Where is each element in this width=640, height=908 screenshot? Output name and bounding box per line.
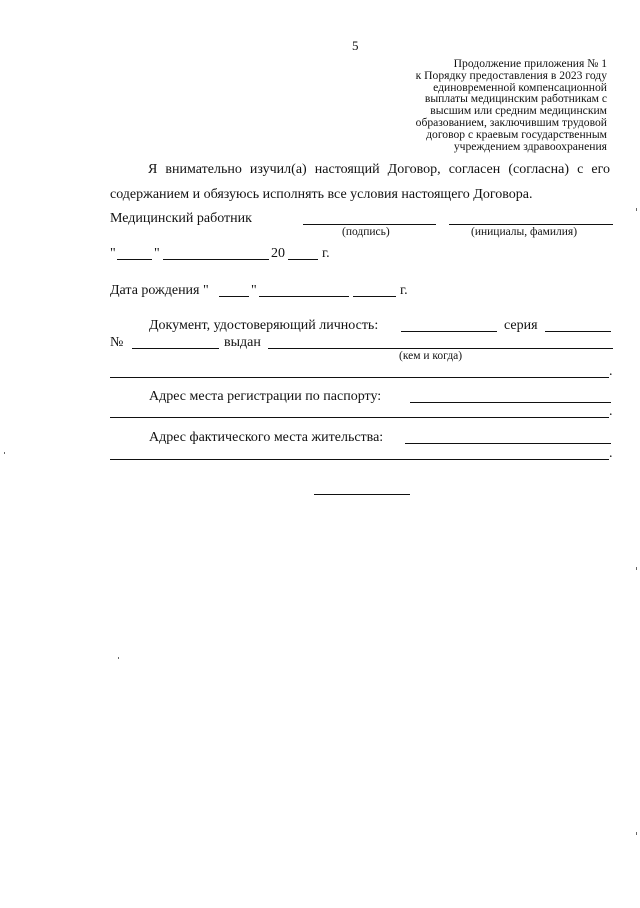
header-line: учреждением здравоохранения bbox=[453, 139, 607, 153]
scan-speck bbox=[636, 567, 637, 570]
date-quote-open: " bbox=[110, 246, 116, 261]
birth-date-label: Дата рождения " bbox=[110, 283, 209, 298]
statement-paragraph: Я внимательно изучил(а) настоящий Договор, согласен (согласна) с его содержанием и обязуюсь исполнять все условия настоящего Договора. bbox=[110, 162, 610, 202]
document-number-line[interactable] bbox=[132, 348, 219, 349]
line-end-period: . bbox=[609, 404, 613, 419]
name-caption: (инициалы, фамилия) bbox=[471, 226, 578, 238]
birth-year-line[interactable] bbox=[353, 296, 396, 297]
document-type-line[interactable] bbox=[401, 331, 497, 332]
header-line: выплаты медицинским работникам с bbox=[424, 92, 607, 106]
registration-address-continuation-line[interactable] bbox=[110, 417, 609, 418]
registration-address-label: Адрес места регистрации по паспорту: bbox=[149, 389, 382, 404]
line-end-period: . bbox=[609, 446, 613, 461]
name-line[interactable] bbox=[449, 224, 613, 225]
actual-address-line[interactable] bbox=[405, 443, 611, 444]
date-month-line[interactable] bbox=[163, 259, 269, 260]
number-label: № bbox=[110, 335, 124, 350]
date-year-prefix: 20 bbox=[271, 246, 285, 261]
issued-by-line[interactable] bbox=[268, 348, 613, 349]
birth-date-suffix: г. bbox=[400, 283, 408, 298]
header-line: высшим или средним медицинским bbox=[430, 104, 607, 118]
scan-speck bbox=[118, 657, 119, 659]
appendix-header bbox=[377, 58, 607, 152]
date-year-suffix: г. bbox=[322, 246, 330, 261]
header-line: договор с краевым государственным bbox=[426, 127, 607, 141]
header-line: единовременной компенсационной bbox=[433, 80, 607, 94]
scan-speck bbox=[4, 452, 5, 454]
line-end-period: . bbox=[609, 364, 613, 379]
header-line: образованием, заключившим трудовой bbox=[415, 115, 607, 129]
registration-address-line[interactable] bbox=[410, 402, 611, 403]
scan-speck bbox=[636, 832, 637, 835]
issued-continuation-line[interactable] bbox=[110, 377, 609, 378]
closing-rule bbox=[314, 494, 410, 495]
date-year-line[interactable] bbox=[288, 259, 318, 260]
actual-address-continuation-line[interactable] bbox=[110, 459, 609, 460]
scan-speck bbox=[636, 208, 637, 211]
birth-quote-close: " bbox=[251, 283, 257, 298]
identity-document-label: Документ, удостоверяющий личность: bbox=[149, 318, 379, 333]
series-line[interactable] bbox=[545, 331, 611, 332]
header-line: Продолжение приложения № 1 bbox=[453, 57, 607, 70]
issued-label: выдан bbox=[224, 335, 261, 350]
page-number: 5 bbox=[352, 38, 359, 53]
issued-caption: (кем и когда) bbox=[399, 350, 463, 362]
date-day-line[interactable] bbox=[117, 259, 152, 260]
signature-caption: (подпись) bbox=[342, 226, 390, 238]
date-quote-close: " bbox=[154, 246, 160, 261]
signature-line[interactable] bbox=[303, 224, 436, 225]
series-label: серия bbox=[504, 318, 538, 333]
birth-month-line[interactable] bbox=[259, 296, 349, 297]
birth-day-line[interactable] bbox=[219, 296, 249, 297]
actual-address-label: Адрес фактического места жительства: bbox=[149, 430, 384, 445]
medical-worker-label: Медицинский работник bbox=[110, 211, 252, 226]
header-line: к Порядку предоставления в 2023 году bbox=[415, 68, 607, 82]
